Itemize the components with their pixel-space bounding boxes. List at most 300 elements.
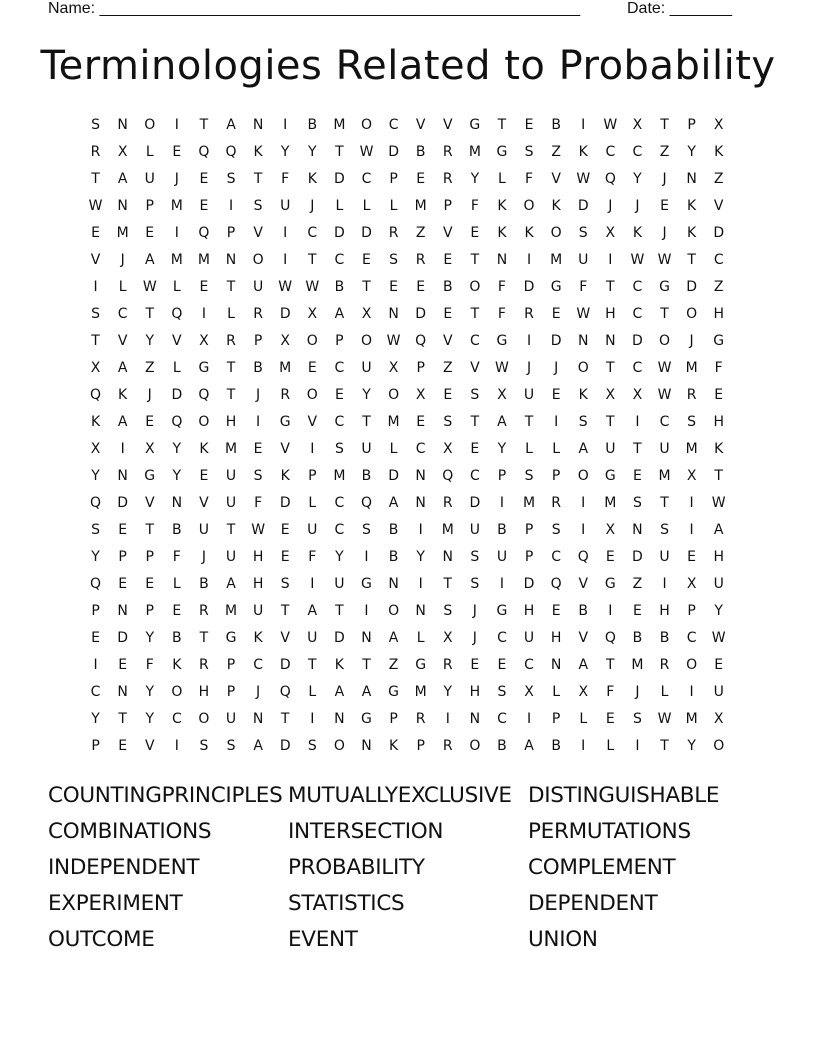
grid-letter[interactable]: N [605, 333, 616, 349]
grid-letter[interactable]: Y [633, 171, 642, 187]
grid-letter[interactable]: Z [713, 171, 724, 187]
grid-letter[interactable]: L [552, 684, 561, 700]
grid-letter[interactable]: A [578, 441, 589, 457]
grid-letter[interactable]: G [550, 279, 562, 295]
grid-letter[interactable]: K [90, 414, 101, 430]
grid-letter[interactable]: V [280, 441, 290, 457]
grid-letter[interactable]: M [279, 360, 292, 376]
grid-letter[interactable]: X [442, 630, 453, 646]
grid-letter[interactable]: P [687, 117, 696, 133]
grid-letter[interactable]: W [278, 279, 293, 295]
grid-letter[interactable]: N [686, 171, 697, 187]
grid-letter[interactable]: M [414, 198, 427, 214]
grid-letter[interactable]: S [253, 468, 263, 484]
grid-letter[interactable]: T [660, 495, 669, 511]
grid-letter[interactable]: E [118, 738, 128, 754]
grid-letter[interactable]: V [442, 333, 453, 349]
grid-letter[interactable]: Q [442, 468, 454, 484]
grid-letter[interactable]: I [635, 738, 640, 754]
grid-letter[interactable]: L [552, 441, 561, 457]
grid-letter[interactable]: X [632, 387, 643, 403]
grid-letter[interactable]: O [388, 603, 400, 619]
grid-letter[interactable]: E [199, 468, 209, 484]
grid-letter[interactable]: G [225, 630, 237, 646]
grid-letter[interactable]: X [605, 225, 616, 241]
grid-letter[interactable]: W [603, 117, 618, 133]
grid-letter[interactable]: A [226, 576, 236, 592]
grid-letter[interactable]: R [199, 657, 209, 673]
grid-letter[interactable]: I [608, 603, 613, 619]
grid-letter[interactable]: P [551, 711, 561, 727]
grid-letter[interactable]: I [310, 576, 315, 592]
grid-letter[interactable]: U [578, 252, 589, 268]
grid-letter[interactable]: V [117, 333, 128, 349]
grid-letter[interactable]: E [307, 360, 317, 376]
grid-letter[interactable]: T [524, 414, 534, 430]
grid-letter[interactable]: E [145, 225, 155, 241]
grid-letter[interactable]: Y [91, 468, 100, 484]
grid-letter[interactable]: H [605, 306, 616, 322]
grid-letter[interactable]: X [199, 333, 209, 349]
grid-letter[interactable]: O [388, 387, 400, 403]
grid-letter[interactable]: T [253, 171, 263, 187]
grid-letter[interactable]: E [632, 603, 642, 619]
grid-letter[interactable]: I [689, 684, 694, 700]
grid-letter[interactable]: W [711, 630, 726, 646]
grid-letter[interactable]: V [442, 117, 453, 133]
grid-letter[interactable]: A [334, 684, 345, 700]
grid-letter[interactable]: V [470, 360, 480, 376]
grid-letter[interactable]: T [226, 522, 236, 538]
grid-letter[interactable]: B [659, 630, 670, 646]
grid-letter[interactable]: T [226, 387, 236, 403]
grid-letter[interactable]: T [606, 360, 615, 376]
grid-letter[interactable]: V [415, 117, 426, 133]
grid-letter[interactable]: N [117, 117, 128, 133]
grid-letter[interactable]: T [335, 603, 344, 619]
grid-letter[interactable]: R [415, 711, 426, 727]
grid-letter[interactable]: K [253, 630, 263, 646]
grid-letter[interactable]: T [308, 252, 317, 268]
grid-letter[interactable]: C [334, 414, 345, 430]
grid-letter[interactable]: J [662, 225, 667, 241]
grid-letter[interactable]: X [388, 360, 399, 376]
grid-letter[interactable]: Y [335, 549, 344, 565]
grid-letter[interactable]: V [172, 333, 182, 349]
grid-letter[interactable]: L [118, 279, 127, 295]
grid-letter[interactable]: X [578, 684, 589, 700]
grid-letter[interactable]: F [497, 279, 506, 295]
grid-letter[interactable]: N [388, 576, 399, 592]
grid-letter[interactable]: Y [91, 549, 100, 565]
grid-letter[interactable]: I [526, 333, 532, 349]
grid-letter[interactable]: A [117, 171, 128, 187]
grid-letter[interactable]: M [414, 684, 427, 700]
grid-letter[interactable]: U [280, 198, 291, 214]
grid-letter[interactable]: D [632, 549, 643, 565]
grid-letter[interactable]: T [91, 171, 100, 187]
grid-letter[interactable]: K [253, 144, 263, 160]
grid-letter[interactable]: I [499, 576, 505, 592]
grid-letter[interactable]: E [118, 576, 128, 592]
grid-letter[interactable]: Q [90, 387, 102, 403]
grid-letter[interactable]: O [577, 360, 589, 376]
grid-letter[interactable]: U [252, 603, 264, 619]
grid-letter[interactable]: V [199, 495, 209, 511]
grid-letter[interactable]: Z [388, 657, 399, 673]
grid-letter[interactable]: S [632, 495, 642, 511]
grid-letter[interactable]: X [442, 441, 453, 457]
grid-letter[interactable]: N [415, 495, 426, 511]
grid-letter[interactable]: I [310, 711, 315, 727]
grid-letter[interactable]: T [470, 252, 480, 268]
grid-letter[interactable]: K [714, 441, 724, 457]
grid-letter[interactable]: T [633, 441, 642, 457]
grid-letter[interactable]: O [686, 306, 698, 322]
grid-letter[interactable]: Q [171, 306, 183, 322]
grid-letter[interactable]: S [470, 576, 480, 592]
grid-letter[interactable]: G [496, 603, 508, 619]
grid-letter[interactable]: U [361, 360, 372, 376]
grid-letter[interactable]: H [252, 549, 264, 565]
grid-letter[interactable]: B [334, 279, 345, 295]
grid-letter[interactable]: C [686, 630, 697, 646]
grid-letter[interactable]: D [279, 306, 291, 322]
grid-letter[interactable]: O [713, 738, 725, 754]
grid-letter[interactable]: Y [687, 738, 696, 754]
grid-letter[interactable]: Y [145, 684, 155, 700]
grid-letter[interactable]: O [360, 117, 372, 133]
grid-letter[interactable]: U [225, 549, 237, 565]
grid-letter[interactable]: L [145, 144, 154, 160]
grid-letter[interactable]: M [387, 414, 400, 430]
grid-letter[interactable]: G [469, 117, 481, 133]
grid-letter[interactable]: G [713, 333, 725, 349]
grid-letter[interactable]: T [226, 279, 236, 295]
grid-letter[interactable]: W [251, 522, 266, 538]
grid-letter[interactable]: D [713, 225, 725, 241]
grid-letter[interactable]: K [578, 387, 588, 403]
grid-letter[interactable]: E [605, 711, 615, 727]
grid-letter[interactable]: U [361, 441, 372, 457]
grid-letter[interactable]: R [442, 738, 453, 754]
grid-letter[interactable]: W [711, 495, 726, 511]
grid-letter[interactable]: U [713, 576, 724, 592]
grid-letter[interactable]: E [91, 225, 100, 241]
grid-letter[interactable]: L [579, 711, 588, 727]
grid-letter[interactable]: X [361, 306, 372, 322]
grid-letter[interactable]: M [333, 468, 346, 484]
grid-letter[interactable]: O [523, 198, 535, 214]
grid-letter[interactable]: S [334, 441, 344, 457]
grid-letter[interactable]: C [253, 657, 263, 673]
grid-letter[interactable]: P [226, 684, 236, 700]
grid-letter[interactable]: R [686, 387, 697, 403]
grid-letter[interactable]: A [334, 306, 345, 322]
grid-letter[interactable]: S [578, 225, 588, 241]
grid-letter[interactable]: K [118, 387, 128, 403]
grid-letter[interactable]: L [172, 576, 181, 592]
grid-letter[interactable]: Q [360, 495, 372, 511]
grid-letter[interactable]: O [198, 711, 210, 727]
grid-letter[interactable]: P [335, 333, 344, 349]
grid-letter[interactable]: F [308, 549, 317, 565]
grid-letter[interactable]: U [252, 279, 264, 295]
grid-letter[interactable]: P [416, 360, 425, 376]
grid-letter[interactable]: K [199, 441, 209, 457]
grid-letter[interactable]: H [713, 549, 724, 565]
grid-letter[interactable]: V [144, 495, 155, 511]
grid-letter[interactable]: Y [443, 684, 453, 700]
grid-letter[interactable]: Z [659, 144, 670, 160]
grid-letter[interactable]: V [578, 630, 589, 646]
grid-letter[interactable]: I [283, 252, 288, 268]
grid-letter[interactable]: S [660, 522, 669, 538]
grid-letter[interactable]: U [144, 171, 155, 187]
grid-letter[interactable]: M [685, 441, 698, 457]
grid-letter[interactable]: I [283, 117, 288, 133]
grid-letter[interactable]: P [145, 549, 154, 565]
grid-letter[interactable]: Q [415, 333, 427, 349]
grid-letter[interactable]: C [415, 441, 426, 457]
grid-letter[interactable]: G [279, 414, 291, 430]
grid-letter[interactable]: M [116, 225, 129, 241]
grid-letter[interactable]: S [443, 603, 453, 619]
grid-letter[interactable]: T [226, 360, 236, 376]
grid-letter[interactable]: Y [362, 387, 371, 403]
grid-letter[interactable]: O [550, 225, 562, 241]
grid-letter[interactable]: Y [714, 603, 723, 619]
grid-letter[interactable]: E [199, 279, 209, 295]
grid-letter[interactable]: G [604, 576, 616, 592]
grid-letter[interactable]: E [145, 576, 155, 592]
grid-letter[interactable]: S [226, 738, 236, 754]
grid-letter[interactable]: Q [225, 144, 237, 160]
grid-letter[interactable]: W [657, 387, 672, 403]
grid-letter[interactable]: I [581, 738, 586, 754]
grid-letter[interactable]: X [90, 441, 101, 457]
grid-letter[interactable]: P [687, 603, 696, 619]
grid-letter[interactable]: K [714, 144, 724, 160]
grid-letter[interactable]: M [170, 198, 183, 214]
grid-letter[interactable]: A [117, 414, 128, 430]
name-field[interactable]: Name: ______________________________________________________ [48, 0, 581, 17]
grid-letter[interactable]: S [443, 414, 453, 430]
grid-letter[interactable]: O [360, 333, 372, 349]
grid-letter[interactable]: X [632, 117, 643, 133]
grid-letter[interactable]: T [118, 711, 127, 727]
grid-letter[interactable]: I [228, 198, 234, 214]
grid-letter[interactable]: J [554, 360, 559, 376]
grid-letter[interactable]: S [551, 522, 561, 538]
grid-letter[interactable]: T [145, 306, 155, 322]
grid-letter[interactable]: D [550, 333, 562, 349]
grid-letter[interactable]: J [310, 198, 315, 214]
grid-letter[interactable]: E [334, 387, 344, 403]
grid-letter[interactable]: G [198, 360, 210, 376]
grid-letter[interactable]: G [496, 144, 508, 160]
grid-letter[interactable]: T [362, 657, 371, 673]
grid-letter[interactable]: J [256, 387, 261, 403]
grid-letter[interactable]: X [605, 387, 616, 403]
grid-letter[interactable]: W [630, 252, 645, 268]
grid-letter[interactable]: U [225, 468, 237, 484]
date-field[interactable]: Date: _______ [627, 0, 732, 17]
grid-letter[interactable]: X [144, 441, 155, 457]
grid-letter[interactable]: Q [171, 414, 183, 430]
grid-letter[interactable]: E [118, 522, 128, 538]
grid-letter[interactable]: M [224, 441, 238, 457]
grid-letter[interactable]: Y [172, 441, 182, 457]
grid-letter[interactable]: I [201, 306, 206, 322]
grid-letter[interactable]: J [174, 171, 179, 187]
grid-letter[interactable]: S [389, 252, 399, 268]
grid-letter[interactable]: E [416, 414, 426, 430]
grid-letter[interactable]: G [604, 468, 616, 484]
grid-letter[interactable]: J [635, 198, 640, 214]
grid-letter[interactable]: C [713, 252, 724, 268]
grid-letter[interactable]: K [280, 468, 290, 484]
grid-letter[interactable]: R [442, 144, 453, 160]
grid-letter[interactable]: B [172, 630, 182, 646]
grid-letter[interactable]: F [254, 495, 263, 511]
grid-letter[interactable]: F [579, 279, 588, 295]
grid-letter[interactable]: G [659, 279, 670, 295]
grid-letter[interactable]: K [497, 225, 507, 241]
grid-letter[interactable]: B [172, 522, 182, 538]
grid-letter[interactable]: E [145, 414, 155, 430]
grid-letter[interactable]: C [524, 657, 534, 673]
grid-letter[interactable]: Q [604, 630, 616, 646]
grid-letter[interactable]: I [689, 522, 694, 538]
grid-letter[interactable]: P [91, 603, 100, 619]
grid-letter[interactable]: P [226, 657, 236, 673]
grid-letter[interactable]: M [441, 522, 454, 538]
grid-letter[interactable]: H [659, 603, 670, 619]
grid-letter[interactable]: Q [198, 387, 210, 403]
grid-letter[interactable]: Y [280, 144, 290, 160]
grid-letter[interactable]: W [359, 144, 374, 160]
grid-letter[interactable]: W [657, 252, 672, 268]
grid-letter[interactable]: B [388, 549, 399, 565]
grid-letter[interactable]: E [470, 225, 480, 241]
grid-letter[interactable]: A [713, 522, 724, 538]
grid-letter[interactable]: C [605, 144, 616, 160]
grid-letter[interactable]: P [308, 468, 317, 484]
grid-letter[interactable]: N [225, 252, 237, 268]
grid-letter[interactable]: S [497, 684, 507, 700]
grid-letter[interactable]: I [174, 117, 179, 133]
grid-letter[interactable]: B [578, 603, 589, 619]
grid-letter[interactable]: S [632, 711, 642, 727]
grid-letter[interactable]: A [226, 117, 236, 133]
grid-letter[interactable]: N [334, 711, 345, 727]
grid-letter[interactable]: N [469, 711, 481, 727]
grid-letter[interactable]: U [225, 495, 237, 511]
grid-letter[interactable]: D [279, 495, 291, 511]
grid-letter[interactable]: A [307, 603, 318, 619]
grid-letter[interactable]: D [334, 225, 345, 241]
grid-letter[interactable]: E [687, 549, 697, 565]
grid-letter[interactable]: R [199, 603, 209, 619]
grid-letter[interactable]: V [713, 198, 724, 214]
grid-letter[interactable]: U [469, 522, 480, 538]
grid-letter[interactable]: S [199, 738, 209, 754]
grid-letter[interactable]: P [226, 225, 236, 241]
grid-letter[interactable]: A [361, 684, 372, 700]
grid-letter[interactable]: N [442, 549, 453, 565]
grid-letter[interactable]: E [470, 657, 480, 673]
grid-letter[interactable]: E [253, 441, 263, 457]
grid-letter[interactable]: T [362, 414, 371, 430]
grid-letter[interactable]: O [171, 684, 183, 700]
grid-letter[interactable]: F [525, 171, 534, 187]
grid-letter[interactable]: F [145, 657, 154, 673]
grid-letter[interactable]: E [172, 144, 182, 160]
grid-letter[interactable]: R [442, 495, 453, 511]
grid-letter[interactable]: Y [497, 441, 507, 457]
grid-letter[interactable]: Z [713, 279, 724, 295]
grid-letter[interactable]: A [578, 657, 589, 673]
grid-letter[interactable]: E [605, 549, 615, 565]
grid-letter[interactable]: S [362, 522, 371, 538]
grid-letter[interactable]: T [714, 468, 723, 484]
grid-letter[interactable]: E [362, 252, 371, 268]
grid-letter[interactable]: K [497, 198, 507, 214]
grid-letter[interactable]: B [442, 279, 453, 295]
grid-letter[interactable]: I [310, 441, 315, 457]
grid-letter[interactable]: C [469, 333, 480, 349]
grid-letter[interactable]: Q [279, 684, 291, 700]
grid-letter[interactable]: B [497, 522, 507, 538]
grid-letter[interactable]: I [662, 576, 667, 592]
grid-letter[interactable]: E [470, 441, 480, 457]
grid-letter[interactable]: F [606, 684, 615, 700]
grid-letter[interactable]: I [526, 252, 532, 268]
grid-letter[interactable]: S [687, 414, 697, 430]
grid-letter[interactable]: E [416, 171, 426, 187]
grid-letter[interactable]: C [361, 171, 372, 187]
grid-letter[interactable]: I [364, 549, 369, 565]
grid-letter[interactable]: A [144, 252, 155, 268]
grid-letter[interactable]: I [418, 522, 423, 538]
grid-letter[interactable]: N [550, 657, 562, 673]
grid-letter[interactable]: J [608, 198, 613, 214]
grid-letter[interactable]: K [551, 198, 561, 214]
grid-letter[interactable]: T [470, 306, 480, 322]
grid-letter[interactable]: F [172, 549, 181, 565]
grid-letter[interactable]: P [389, 171, 398, 187]
grid-letter[interactable]: R [442, 657, 453, 673]
grid-letter[interactable]: G [496, 333, 508, 349]
grid-letter[interactable]: W [657, 711, 672, 727]
grid-letter[interactable]: S [307, 738, 317, 754]
grid-letter[interactable]: T [606, 279, 615, 295]
grid-letter[interactable]: O [469, 738, 481, 754]
grid-letter[interactable]: X [497, 387, 507, 403]
grid-letter[interactable]: V [144, 738, 155, 754]
grid-letter[interactable]: I [174, 225, 179, 241]
grid-letter[interactable]: H [550, 630, 562, 646]
grid-letter[interactable]: O [469, 279, 481, 295]
grid-letter[interactable]: J [526, 360, 532, 376]
grid-letter[interactable]: A [524, 738, 534, 754]
grid-letter[interactable]: E [632, 468, 642, 484]
grid-letter[interactable]: U [605, 441, 616, 457]
grid-letter[interactable]: N [632, 522, 643, 538]
grid-letter[interactable]: O [306, 387, 318, 403]
grid-letter[interactable]: D [279, 657, 291, 673]
